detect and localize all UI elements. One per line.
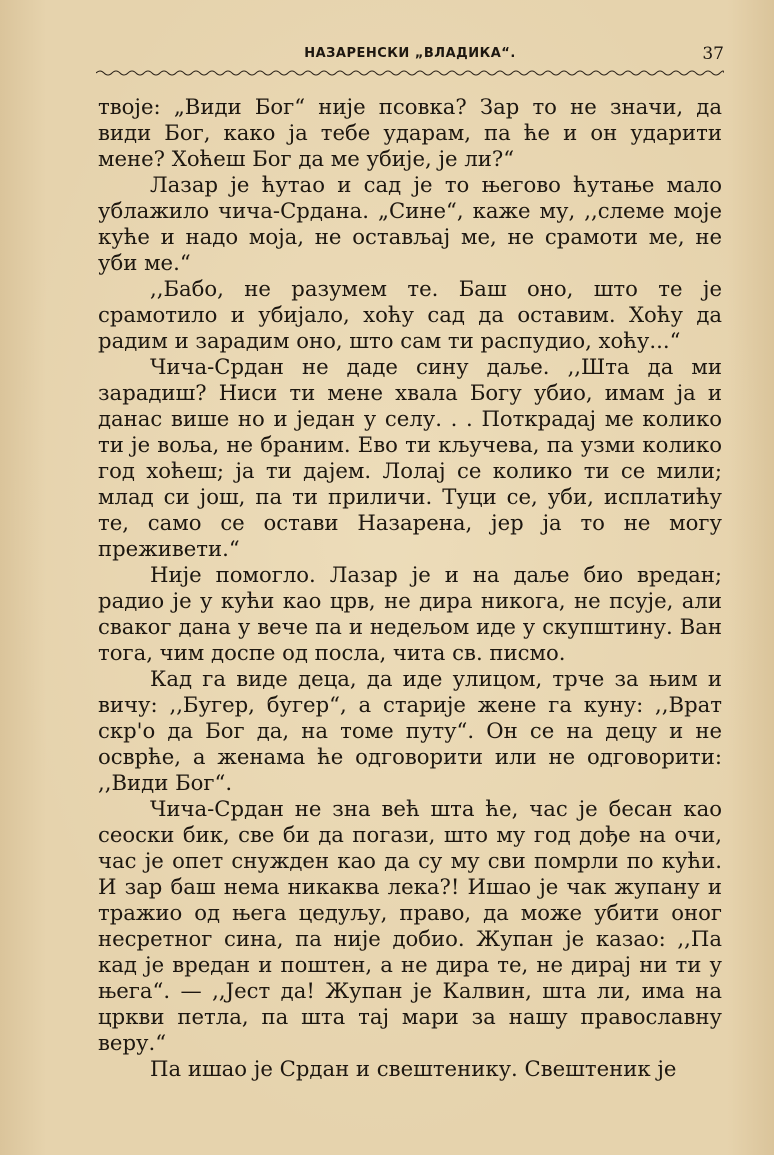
paragraph: Лазар је ћутао и сад је то његово ћутање мало ублажило чича-Срдана. „Сине“, каже му, ,,слеме моје куће и надо моја, не остављај ме, не срамоти ме, не уби ме.“ — [98, 172, 722, 275]
paragraph: Чича-Срдан не даде сину даље. ,,Шта да ми зарадиш? Ниси ти мене хвала Богу убио, имам ја и данас више но и један у селу. . . Поткрадај ме колико ти је воља, не браним. Ево ти кључева, па узми колико год хоћеш; ја ти дајем. Лолај се колико ти се мили; млад си још, па ти приличи. Туци се, уби, исплатићу те, само се остави Назарена, јер ја то не могу преживети.“ — [98, 354, 722, 561]
paragraph: твоје: „Види Бог“ није псовка? Зар то не значи, да види Бог, како ја тебе ударам, па ће и он ударити мене? Хоћеш Бог да ме убије, је ли?“ — [98, 94, 722, 171]
paragraph: ,,Бабо, не разумем те. Баш оно, што те је срамотило и убијало, хоћу сад да оставим. Хоћу да радим и зарадим оно, што сам ти распудио, хоћу...“ — [98, 276, 722, 353]
page-number: 37 — [702, 44, 724, 64]
paragraph: Па ишао је Срдан и свештенику. Свештеник је — [150, 1056, 677, 1081]
running-title: НАЗАРЕНСКИ „ВЛАДИКА“. — [304, 46, 516, 61]
paragraph: Није помогло. Лазар је и на даље био вредан; радио је у кући као црв, не дира никога, не псује, али сваког дана у вече па и недељом иде у скупштину. Ван тога, чим доспе од посла, чита св. писмо. — [98, 562, 722, 665]
body-text — [98, 94, 722, 1082]
paragraph: Чича-Срдан не зна већ шта ће, час је бесан као сеоски бик, све би да погази, што му год дође на очи, час је опет снужден као да су му сви помрли по кући. И зар баш нема никаква лека?! Ишао је чак жупану и тражио од њега цедуљу, право, да може убити оног несретног сина, па није добио. Жупан је казао: ,,Па кад је вредан и поштен, а не дира те, не дирај ни ти у њега“. — ,,Јест да! Жупан је Калвин, шта ли, има на цркви петла, па шта тај мари за нашу православну веру.“ — [98, 796, 722, 1055]
decorative-wavy-rule — [96, 68, 724, 78]
paragraph: Кад га виде деца, да иде улицом, трче за њим и вичу: ,,Бугер, бугер“, а старије жене га куну: ,,Врат скр'о да Бог да, на томе путу“. Он се на децу и не осврће, а женама ће одговорити или не одговорити: ,,Види Бог“. — [98, 666, 722, 795]
running-header — [96, 44, 724, 66]
